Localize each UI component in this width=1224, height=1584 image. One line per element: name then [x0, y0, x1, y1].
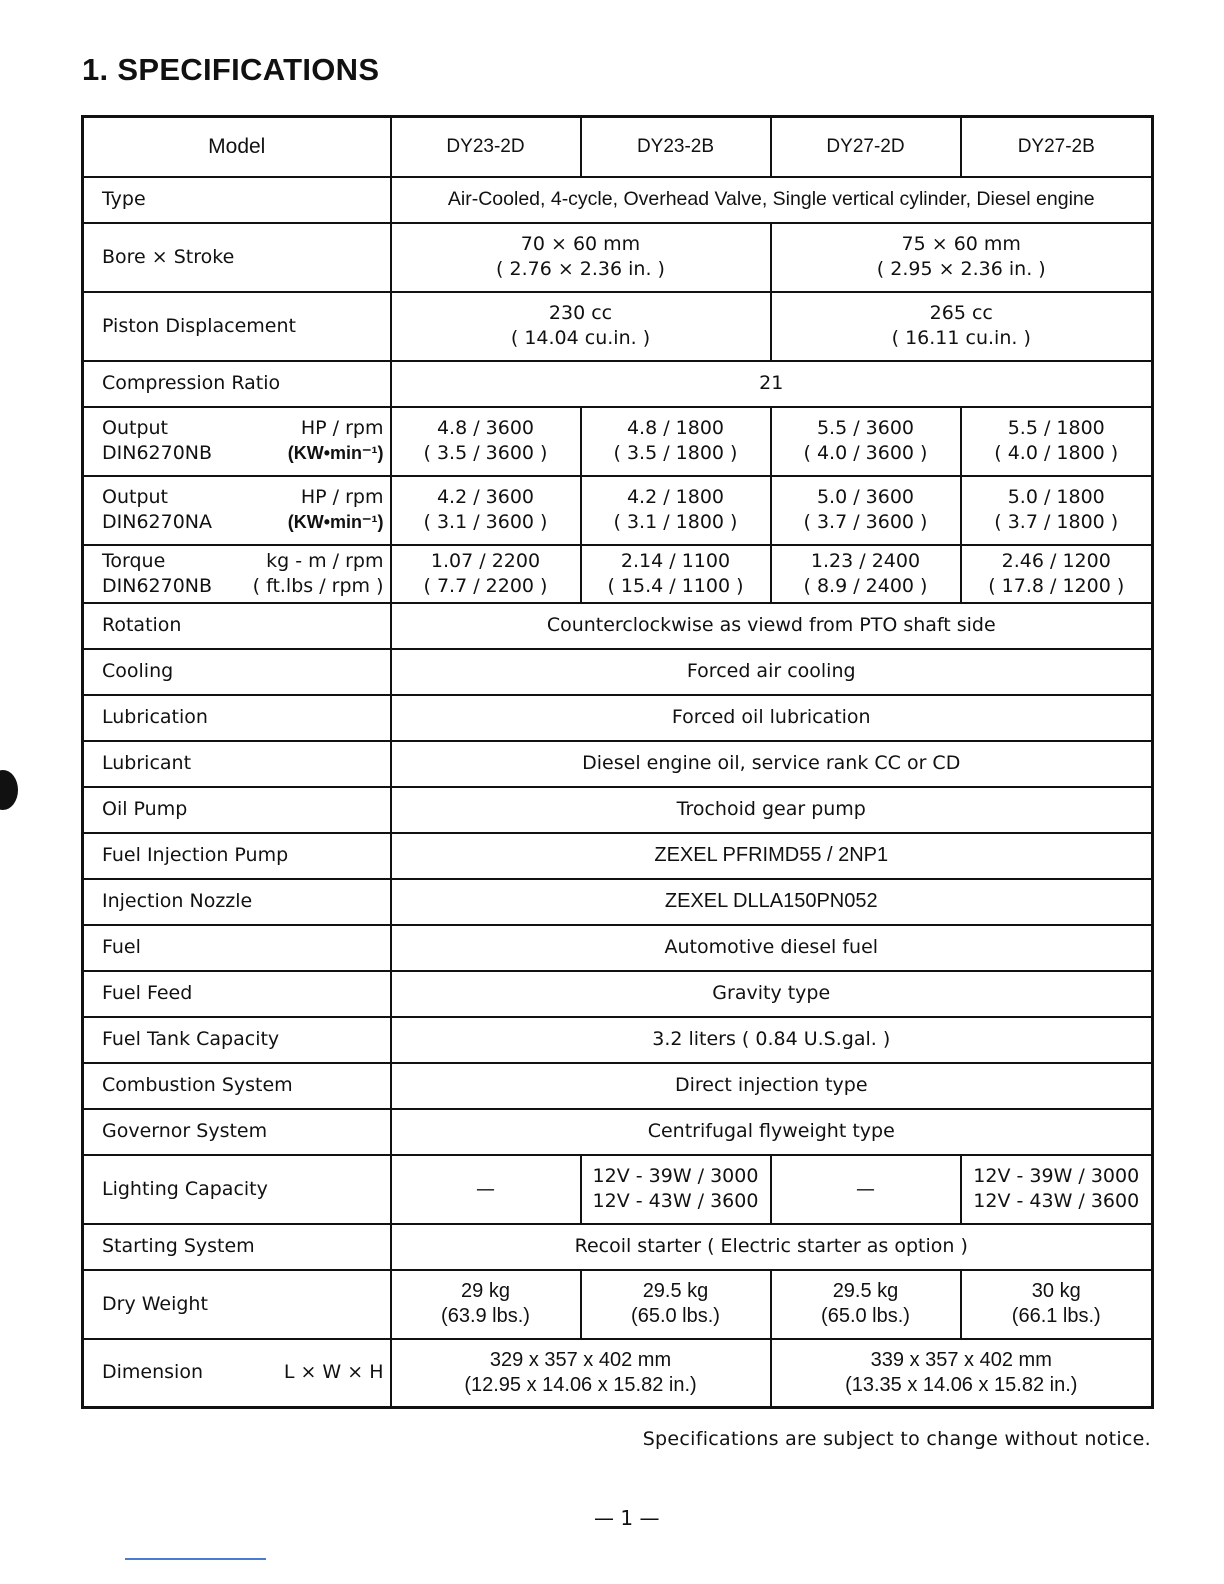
row-piston-displacement — [83, 292, 1153, 361]
value-line: ( 3.1 / 1800 ) — [613, 511, 738, 533]
value-line: 5.0 / 3600 — [816, 486, 915, 508]
value-line: ( 17.8 / 1200 ) — [988, 574, 1125, 597]
value-line: 29.5 kg — [832, 1280, 899, 1302]
value-line: ( 3.1 / 3600 ) — [423, 511, 548, 533]
row-label: Dry Weight — [83, 1270, 391, 1339]
lubricant-value: Diesel engine oil, service rank CC or CD — [391, 741, 1153, 787]
row-cooling — [83, 649, 1153, 695]
lighting-dy23-2b — [581, 1155, 771, 1224]
row-label: Starting System — [83, 1224, 391, 1270]
displacement-dy23-cc: 230 cc — [548, 302, 613, 324]
row-oil-pump — [83, 787, 1153, 833]
torque-value — [581, 545, 771, 603]
compression-value: 21 — [391, 361, 1153, 407]
bore-dy27 — [771, 223, 1153, 292]
output-na-value — [771, 476, 961, 545]
dry-weight-value — [581, 1270, 771, 1339]
value-line: 1.23 / 2400 — [810, 549, 921, 572]
row-label: Lighting Capacity — [83, 1155, 391, 1224]
value-line: 339 x 357 x 402 mm — [870, 1348, 1052, 1371]
row-label: Fuel Injection Pump — [83, 833, 391, 879]
output-unit-hp: HP / rpm — [300, 417, 384, 439]
combustion-value: Direct injection type — [391, 1063, 1153, 1109]
row-combustion-system — [83, 1063, 1153, 1109]
lighting-dy27-2d: — — [771, 1155, 961, 1224]
row-compression-ratio — [83, 361, 1153, 407]
value-line: 5.5 / 3600 — [816, 417, 915, 439]
fuel-injection-pump-value: ZEXEL PFRIMD55 / 2NP1 — [391, 833, 1153, 879]
row-torque — [83, 545, 1153, 603]
displacement-dy23 — [391, 292, 771, 361]
row-label: Compression Ratio — [83, 361, 391, 407]
value-line: 5.5 / 1800 — [1007, 417, 1105, 439]
model-dy27-2b: DY27-2B — [961, 117, 1153, 177]
row-label: Rotation — [83, 603, 391, 649]
fuel-value: Automotive diesel fuel — [391, 925, 1153, 971]
cooling-value: Forced air cooling — [391, 649, 1153, 695]
output-nb-value — [961, 407, 1153, 476]
value-line: ( 15.4 / 1100 ) — [607, 574, 744, 597]
lighting-dy27-2b — [961, 1155, 1153, 1224]
row-injection-nozzle — [83, 879, 1153, 925]
governor-value: Centrifugal flyweight type — [391, 1109, 1153, 1155]
dry-weight-value — [961, 1270, 1153, 1339]
value-line: ( 3.5 / 1800 ) — [613, 442, 738, 464]
torque-unit-kgm: kg - m / rpm — [266, 549, 384, 572]
output-na-value — [391, 476, 581, 545]
value-line: 12V - 39W / 3000 — [592, 1165, 759, 1187]
bottom-rule — [125, 1558, 266, 1560]
output-nb-value — [581, 407, 771, 476]
model-dy23-2b: DY23-2B — [581, 117, 771, 177]
row-lubricant — [83, 741, 1153, 787]
footnote: Specifications are subject to change without notice. — [642, 1428, 1151, 1450]
row-label: Lubrication — [83, 695, 391, 741]
row-fuel-tank-capacity — [83, 1017, 1153, 1063]
dry-weight-value — [771, 1270, 961, 1339]
value-line: (12.95 x 14.06 x 15.82 in.) — [464, 1373, 697, 1396]
starting-value: Recoil starter ( Electric starter as option ) — [391, 1224, 1153, 1270]
row-label: Cooling — [83, 649, 391, 695]
row-label: Type — [83, 177, 391, 223]
value-line: ( 8.9 / 2400 ) — [803, 574, 928, 597]
din-label: DIN6270NA — [102, 511, 213, 533]
lubrication-value: Forced oil lubrication — [391, 695, 1153, 741]
din-label: DIN6270NB — [102, 574, 213, 597]
value-line: (63.9 lbs.) — [441, 1305, 530, 1327]
row-label-torque — [83, 545, 391, 603]
row-label: Combustion System — [83, 1063, 391, 1109]
torque-label: Torque — [102, 549, 166, 572]
value-line: 2.14 / 1100 — [620, 549, 731, 572]
row-dry-weight — [83, 1270, 1153, 1339]
page-number: — 1 — — [594, 1506, 660, 1530]
value-line: ( 3.7 / 1800 ) — [994, 511, 1119, 533]
row-label: Governor System — [83, 1109, 391, 1155]
value-line: 4.2 / 3600 — [436, 486, 535, 508]
row-label: Lubricant — [83, 741, 391, 787]
specifications-table — [81, 115, 1154, 1409]
row-bore-stroke — [83, 223, 1153, 292]
output-na-value — [961, 476, 1153, 545]
row-label: Piston Displacement — [83, 292, 391, 361]
binder-hole-mark — [0, 770, 18, 810]
row-output-nb — [83, 407, 1153, 476]
output-unit-kw: (KW•min⁻¹) — [287, 443, 384, 463]
value-line: (65.0 lbs.) — [821, 1305, 910, 1327]
row-governor-system — [83, 1109, 1153, 1155]
injection-nozzle-value: ZEXEL DLLA150PN052 — [391, 879, 1153, 925]
row-label-dimension — [83, 1339, 391, 1408]
value-line: 29 kg — [461, 1280, 510, 1302]
displacement-dy27 — [771, 292, 1153, 361]
value-line: (13.35 x 14.06 x 15.82 in.) — [845, 1373, 1078, 1396]
value-line: ( 4.0 / 1800 ) — [994, 442, 1119, 464]
displacement-dy27-cuin: ( 16.11 cu.in. ) — [891, 327, 1031, 349]
dry-weight-value — [391, 1270, 581, 1339]
value-line: 4.2 / 1800 — [626, 486, 725, 508]
din-label: DIN6270NB — [102, 442, 213, 464]
row-lubrication — [83, 695, 1153, 741]
row-label: Fuel Feed — [83, 971, 391, 1017]
value-line: 30 kg — [1031, 1280, 1081, 1302]
value-line: (65.0 lbs.) — [631, 1305, 720, 1327]
value-line: 29.5 kg — [642, 1280, 709, 1302]
value-line: (66.1 lbs.) — [1011, 1305, 1101, 1327]
row-label: Oil Pump — [83, 787, 391, 833]
displacement-dy27-cc: 265 cc — [929, 302, 993, 324]
header-row — [83, 117, 1153, 177]
page-title: 1. SPECIFICATIONS — [82, 52, 380, 87]
row-rotation — [83, 603, 1153, 649]
output-label: Output — [102, 486, 168, 508]
output-nb-value — [391, 407, 581, 476]
bore-dy23-mm: 70 × 60 mm — [520, 233, 641, 255]
row-fuel-injection-pump — [83, 833, 1153, 879]
torque-value — [961, 545, 1153, 603]
value-line: 12V - 39W / 3000 — [973, 1165, 1140, 1187]
bore-dy23 — [391, 223, 771, 292]
row-label: Fuel Tank Capacity — [83, 1017, 391, 1063]
torque-value — [771, 545, 961, 603]
dimension-dy23 — [391, 1339, 771, 1408]
fuel-feed-value: Gravity type — [391, 971, 1153, 1017]
oil-pump-value: Trochoid gear pump — [391, 787, 1153, 833]
value-line: 4.8 / 1800 — [626, 417, 725, 439]
displacement-dy23-cuin: ( 14.04 cu.in. ) — [510, 327, 651, 349]
value-line: ( 3.7 / 3600 ) — [803, 511, 928, 533]
row-label-output-nb — [83, 407, 391, 476]
value-line: 4.8 / 3600 — [436, 417, 535, 439]
row-label: Injection Nozzle — [83, 879, 391, 925]
torque-unit-ftlbs: ( ft.lbs / rpm ) — [252, 574, 384, 597]
rotation-value: Counterclockwise as viewd from PTO shaft side — [391, 603, 1153, 649]
value-line: 329 x 357 x 402 mm — [489, 1348, 672, 1371]
row-dimension — [83, 1339, 1153, 1408]
output-unit-hp: HP / rpm — [300, 486, 384, 508]
value-line: 12V - 43W / 3600 — [592, 1190, 759, 1212]
dimension-unit: L × W × H — [283, 1361, 384, 1384]
model-dy23-2d: DY23-2D — [391, 117, 581, 177]
torque-value — [391, 545, 581, 603]
output-unit-kw: (KW•min⁻¹) — [287, 512, 384, 532]
row-fuel — [83, 925, 1153, 971]
row-type — [83, 177, 1153, 223]
model-dy27-2d: DY27-2D — [771, 117, 961, 177]
dimension-dy27 — [771, 1339, 1153, 1408]
row-lighting-capacity — [83, 1155, 1153, 1224]
row-starting-system — [83, 1224, 1153, 1270]
output-label: Output — [102, 417, 168, 439]
bore-dy27-in: ( 2.95 × 2.36 in. ) — [876, 258, 1046, 280]
row-output-na — [83, 476, 1153, 545]
bore-dy27-mm: 75 × 60 mm — [901, 233, 1021, 255]
value-line: ( 3.5 / 3600 ) — [423, 442, 548, 464]
dimension-label: Dimension — [102, 1361, 203, 1384]
bore-dy23-in: ( 2.76 × 2.36 in. ) — [496, 258, 665, 280]
value-line: 1.07 / 2200 — [430, 549, 541, 572]
value-line: 12V - 43W / 3600 — [973, 1190, 1140, 1212]
value-line: ( 7.7 / 2200 ) — [423, 574, 548, 597]
type-value: Air-Cooled, 4-cycle, Overhead Valve, Single vertical cylinder, Diesel engine — [391, 177, 1153, 223]
row-fuel-feed — [83, 971, 1153, 1017]
row-label: Bore × Stroke — [83, 223, 391, 292]
output-nb-value — [771, 407, 961, 476]
lighting-dy23-2d: — — [391, 1155, 581, 1224]
value-line: 5.0 / 1800 — [1007, 486, 1105, 508]
row-label-output-na — [83, 476, 391, 545]
value-line: ( 4.0 / 3600 ) — [803, 442, 928, 464]
row-label: Fuel — [83, 925, 391, 971]
value-line: 2.46 / 1200 — [1001, 549, 1111, 572]
output-na-value — [581, 476, 771, 545]
model-header: Model — [83, 117, 391, 177]
fuel-tank-value: 3.2 liters ( 0.84 U.S.gal. ) — [391, 1017, 1153, 1063]
